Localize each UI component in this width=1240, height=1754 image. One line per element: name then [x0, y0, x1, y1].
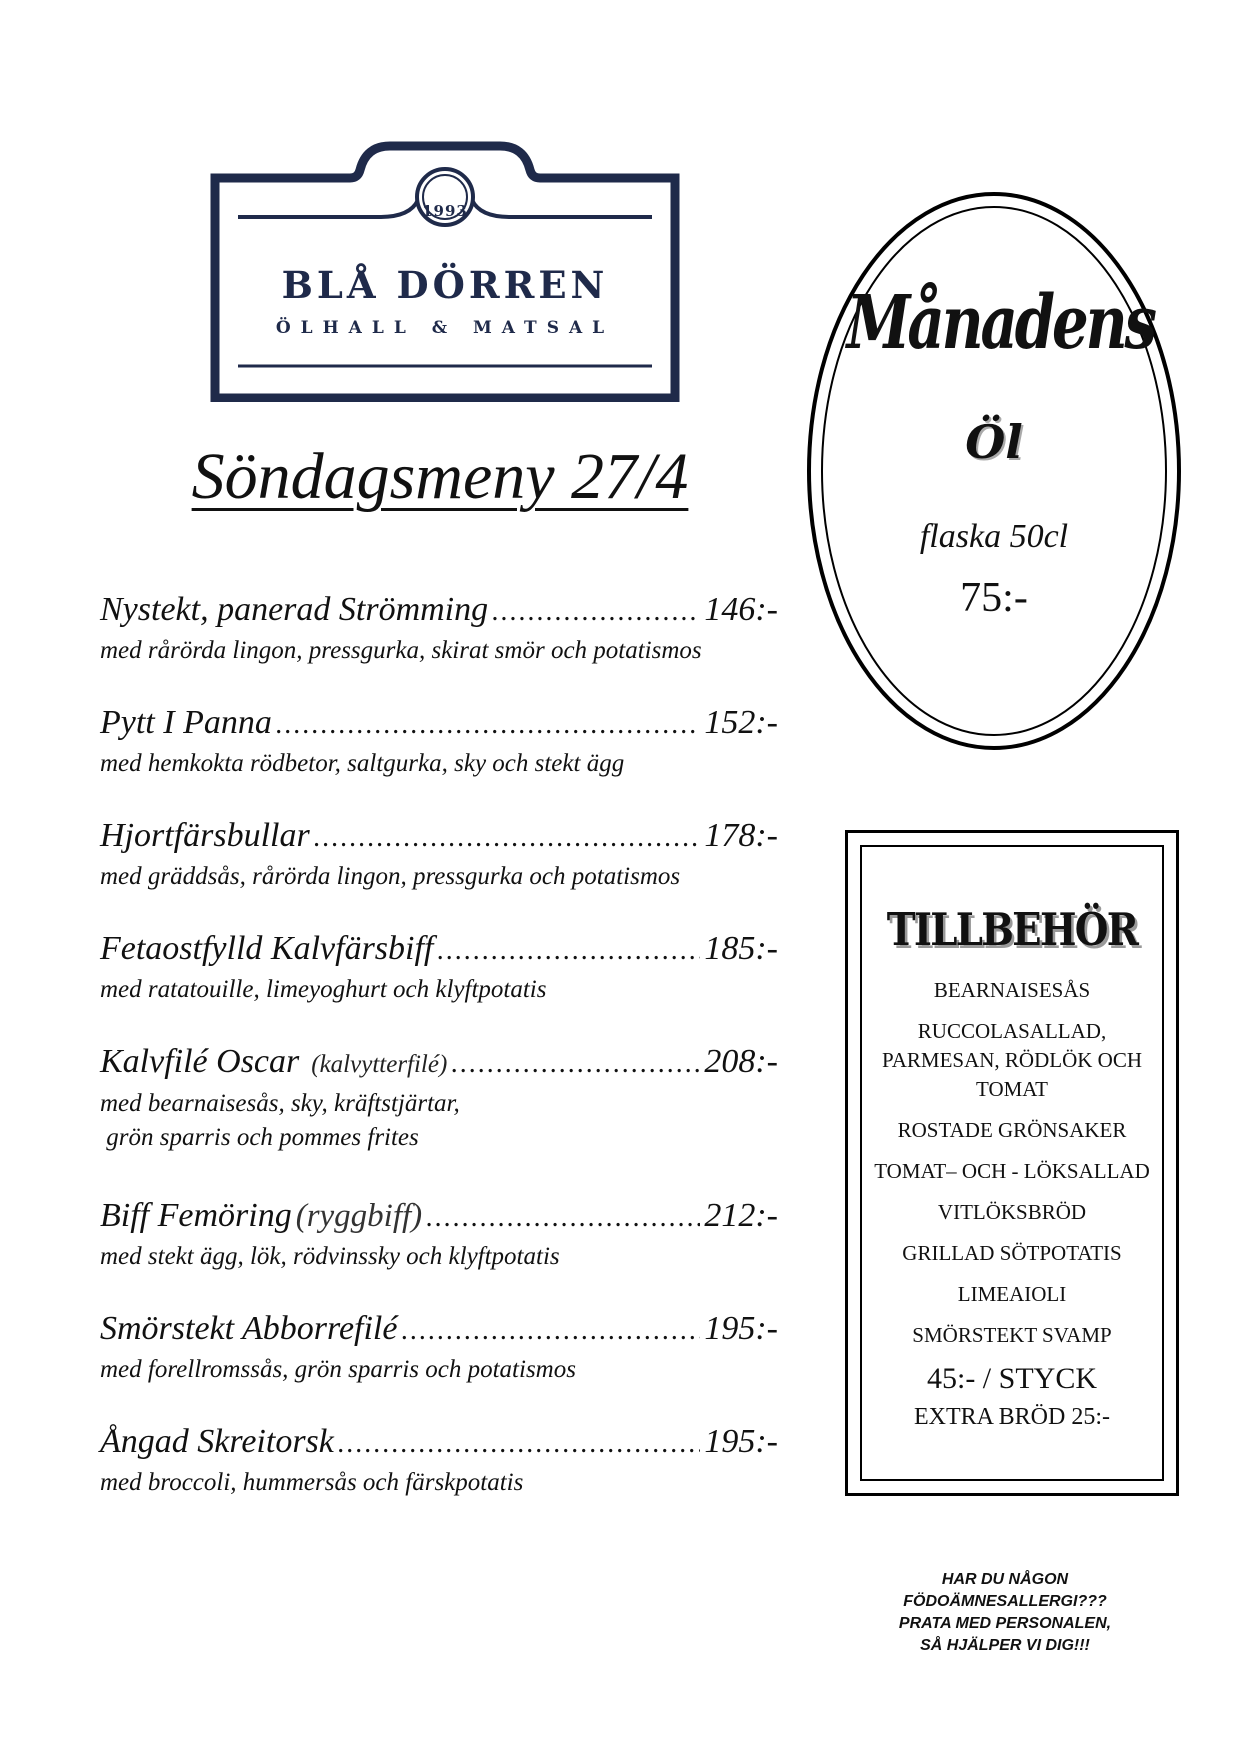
dish-price: 146:- — [704, 591, 778, 628]
dish-item — [100, 814, 778, 927]
dish-description: med forellromssås, grön sparris och potatismos — [100, 1356, 576, 1383]
dish-price: 212:- — [704, 1197, 778, 1234]
dot-leader — [276, 701, 701, 747]
dish-name: Fetaostfylld Kalvfärsbiff — [100, 930, 434, 967]
allergy-line: FÖDOÄMNESALLERGI??? — [903, 1593, 1107, 1610]
sides-item: LIMEAIOLI — [957, 1282, 1067, 1306]
dish-description: grön sparris och pommes frites — [100, 1124, 419, 1151]
allergy-line: PRATA MED PERSONALEN, — [898, 1615, 1112, 1632]
menu-title — [100, 437, 780, 517]
dish-price: 185:- — [704, 930, 778, 967]
dish-item — [100, 1420, 778, 1533]
logo-subtitle: ÖLHALL & MATSAL — [275, 318, 615, 338]
dish-description: med gräddsås, rårörda lingon, pressgurka och potatismos — [100, 863, 681, 890]
sides-panel-inner-border — [860, 845, 1164, 1481]
sides-item: RUCCOLASALLAD, PARMESAN, RÖDLÖK OCH TOMAT — [881, 1019, 1143, 1101]
dish-name: Biff Femöring — [100, 1197, 292, 1234]
dish-price: 195:- — [704, 1310, 778, 1347]
sides-price: 45:- / STYCK — [926, 1362, 1097, 1395]
sides-item: BEARNAISESÅS — [933, 978, 1091, 1002]
dish-price: 178:- — [704, 817, 778, 854]
allergy-line: HAR DU NÅGON — [941, 1571, 1069, 1588]
extra-bread-price: EXTRA BRÖD 25:- — [913, 1404, 1110, 1430]
dish-name: Kalvfilé Oscar — [100, 1043, 300, 1080]
dish-item — [100, 588, 778, 701]
dish-description: med rårörda lingon, pressgurka, skirat smör och potatismos — [100, 637, 702, 664]
dish-name: Smörstekt Abborrefilé — [100, 1310, 398, 1347]
dish-item — [100, 1307, 778, 1420]
dish-description: med stekt ägg, lök, rödvinssky och klyftpotatis — [100, 1243, 560, 1270]
sides-item: GRILLAD SÖTPOTATIS — [902, 1241, 1122, 1265]
dish-name: Ångad Skreitorsk — [100, 1423, 334, 1460]
dot-leader — [426, 1194, 700, 1240]
beer-price: 75:- — [960, 575, 1028, 621]
dish-item — [100, 927, 778, 1040]
dish-item — [100, 701, 778, 814]
dish-price: 208:- — [704, 1043, 778, 1080]
dish-note: (ryggbiff) — [295, 1198, 423, 1234]
beer-title: Månadens — [846, 280, 1154, 366]
dot-leader — [338, 1420, 700, 1466]
dish-description: med bearnaisesås, sky, kräftstjärtar, — [100, 1090, 460, 1117]
beer-subtitle: Öl — [965, 415, 1023, 469]
allergy-line: SÅ HJÄLPER VI DIG!!! — [920, 1637, 1090, 1654]
sides-item: VITLÖKSBRÖD — [937, 1200, 1087, 1224]
dish-name: Pytt I Panna — [100, 704, 272, 741]
restaurant-logo — [210, 140, 680, 402]
dish-description: med ratatouille, limeyoghurt och klyftpotatis — [100, 976, 547, 1003]
dot-leader — [401, 1307, 700, 1353]
dot-leader — [314, 814, 701, 860]
monthly-beer-panel — [805, 190, 1183, 752]
dish-item — [100, 1040, 778, 1194]
logo-name: BLÅ DÖRREN — [281, 263, 609, 307]
dish-name: Hjortfärsbullar — [100, 817, 310, 854]
allergy-notice — [860, 1569, 1150, 1657]
dot-leader — [437, 927, 700, 973]
sides-item: ROSTADE GRÖNSAKER — [897, 1118, 1127, 1142]
sides-item: SMÖRSTEKT SVAMP — [912, 1323, 1112, 1347]
logo-year: 1993 — [422, 202, 468, 220]
menu-title-text: Söndagsmeny 27/4 — [191, 440, 689, 513]
beer-size: flaska 50cl — [919, 518, 1069, 555]
dish-item — [100, 1194, 778, 1307]
dish-price: 152:- — [704, 704, 778, 741]
dot-leader — [492, 588, 700, 634]
dish-name: Nystekt, panerad Strömming — [100, 591, 489, 628]
sides-item: TOMAT– OCH - LÖKSALLAD — [874, 1159, 1150, 1183]
dish-list — [100, 588, 778, 1533]
dish-description: med hemkokta rödbetor, saltgurka, sky och stekt ägg — [100, 750, 625, 777]
sides-panel — [845, 830, 1179, 1496]
sides-list — [870, 976, 1154, 1350]
dish-note: (kalvytterfilé) — [311, 1051, 448, 1078]
dish-price: 195:- — [704, 1423, 778, 1460]
sides-title: TILLBEHÖR — [886, 903, 1138, 956]
dot-leader — [451, 1040, 700, 1086]
beer-oval-frame — [805, 190, 1183, 752]
dish-description: med broccoli, hummersås och färskpotatis — [100, 1469, 524, 1496]
